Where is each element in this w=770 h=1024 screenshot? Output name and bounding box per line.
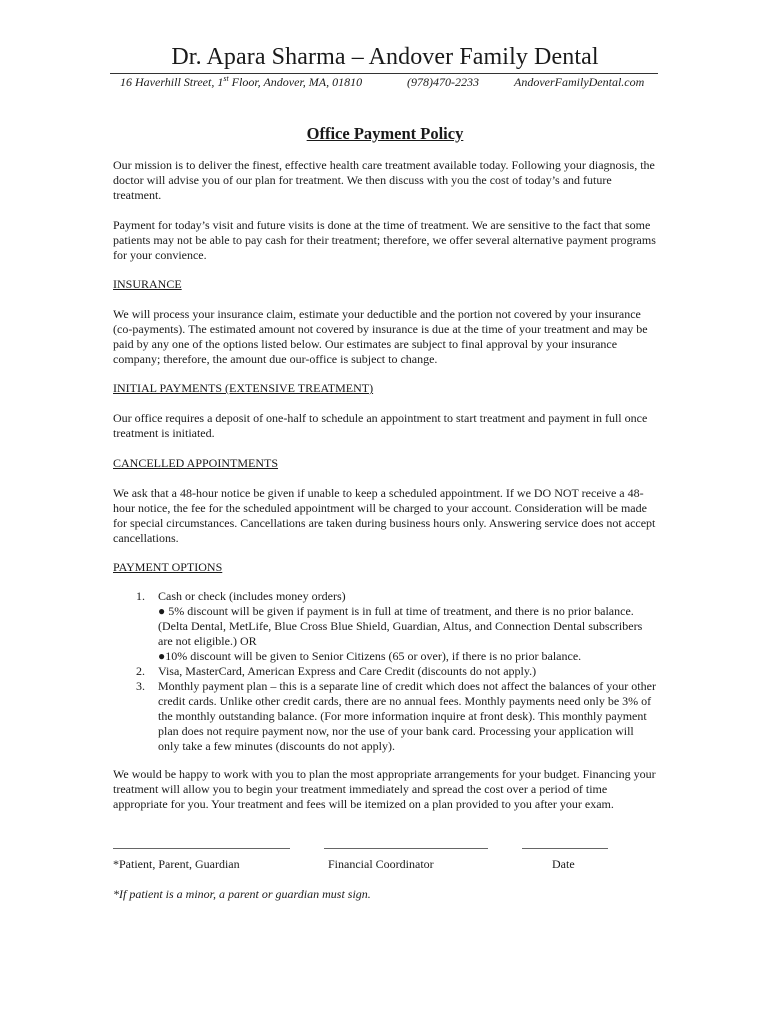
list-number: 3. bbox=[136, 679, 145, 693]
office-phone: (978)470-2233 bbox=[407, 75, 479, 89]
coordinator-signature-line[interactable] bbox=[324, 848, 488, 849]
list-number: 1. bbox=[136, 589, 145, 603]
intro-paragraph-2: Payment for today’s visit and future visits is done at the time of treatment. We are sensitive to the fact that some patients may not be able to pay cash for their treatment; therefore, we offer several alternative payment programs for your convience. bbox=[113, 218, 656, 262]
initial-payments-paragraph: Our office requires a deposit of one-half to schedule an appointment to start treatment and payment in full once treatment is initiated. bbox=[113, 411, 648, 440]
cancelled-paragraph: We ask that a 48-hour notice be given if unable to keep a scheduled appointment. If we DO NOT receive a 48-hour notice, the fee for the scheduled appointment will be charged to your account. Consideration will be made for special circumstances. Cancellations are taken during business hours only. Answering service does not accept cancellations. bbox=[113, 486, 656, 545]
page-title: Office Payment Policy bbox=[306, 124, 464, 143]
section-heading-payment-options: PAYMENT OPTIONS bbox=[113, 560, 223, 574]
list-number: 2. bbox=[136, 664, 145, 678]
list-item: 3. Monthly payment plan – this is a separate line of credit which does not affect the balances of your other credit cards. Unlike other credit cards, there are no annual fees. Monthly payments need only be 3% of the monthly outstanding balance. (For more information inquire at front desk). This monthly payment plan does not require payment now, nor the use of your bank card. Processing your application will only take a few minutes (discounts do not apply). bbox=[136, 679, 656, 753]
letterhead-contact bbox=[0, 75, 770, 91]
ordinal-suffix: st bbox=[223, 74, 229, 83]
office-website: AndoverFamilyDental.com bbox=[514, 75, 645, 89]
intro-paragraph-1: Our mission is to deliver the finest, effective health care treatment available today. Following your diagnosis, the doctor will advise you of our plan for treatment. We then discuss with you the cost of today’s and future treatment. bbox=[113, 158, 655, 202]
section-heading-cancelled: CANCELLED APPOINTMENTS bbox=[113, 456, 279, 470]
senior-discount-note: ●10% discount will be given to Senior Citizens (65 or over), if there is no prior balance. bbox=[158, 649, 582, 663]
payment-options-list bbox=[113, 589, 658, 754]
office-address: 16 Haverhill Street, 1st Floor, Andover, MA, 01810 bbox=[120, 74, 363, 89]
list-item: 2. Visa, MasterCard, American Express and Care Credit (discounts do not apply.) bbox=[136, 664, 537, 678]
section-heading-initial-payments: INITIAL PAYMENTS (EXTENSIVE TREATMENT) bbox=[113, 381, 374, 395]
date-label: Date bbox=[552, 857, 575, 871]
section-heading-insurance: INSURANCE bbox=[113, 277, 182, 291]
date-line[interactable] bbox=[522, 848, 608, 849]
closing-paragraph: We would be happy to work with you to plan the most appropriate arrangements for your budget. Financing your treatment will allow you to begin your treatment immediately and spread the cost over a period of time appropriate for you. Your treatment and fees will be itemized on a plan provided to you after your exam. bbox=[113, 767, 656, 811]
letterhead-divider bbox=[110, 73, 658, 74]
discount-note: ● 5% discount will be given if payment is in full at time of treatment, and there is no prior balance. (Delta Dental, MetLife, Blue Cross Blue Shield, Guardian, Altus, and Connection Dental subscribers are not eligible.) OR bbox=[158, 604, 643, 648]
patient-signature-label: *Patient, Parent, Guardian bbox=[113, 857, 240, 871]
insurance-paragraph: We will process your insurance claim, estimate your deductible and the portion not covered by your insurance (co-payments). The estimated amount not covered by insurance is due at the time of your treatment and may be paid by any one of the options listed below. Our estimates are subject to final approval by your insurance company; therefore, the amount due our-office is subject to change. bbox=[113, 307, 648, 366]
patient-signature-line[interactable] bbox=[113, 848, 290, 849]
letterhead-title: Dr. Apara Sharma – Andover Family Dental bbox=[171, 44, 599, 70]
coordinator-signature-label: Financial Coordinator bbox=[328, 857, 434, 871]
minor-signature-footnote: *If patient is a minor, a parent or guardian must sign. bbox=[113, 887, 371, 901]
list-item: 1. Cash or check (includes money orders) ● 5% discount will be given if payment is in full at time of treatment, and there is no prior balance. (Delta Dental, MetLife, Blue Cross Blue Shield, Guardian, Altus, and Connection Dental subscribers are not eligible.) OR ●10% discount will be given to Senior Citizens (65 or over), if there is no prior balance. bbox=[113, 589, 658, 664]
